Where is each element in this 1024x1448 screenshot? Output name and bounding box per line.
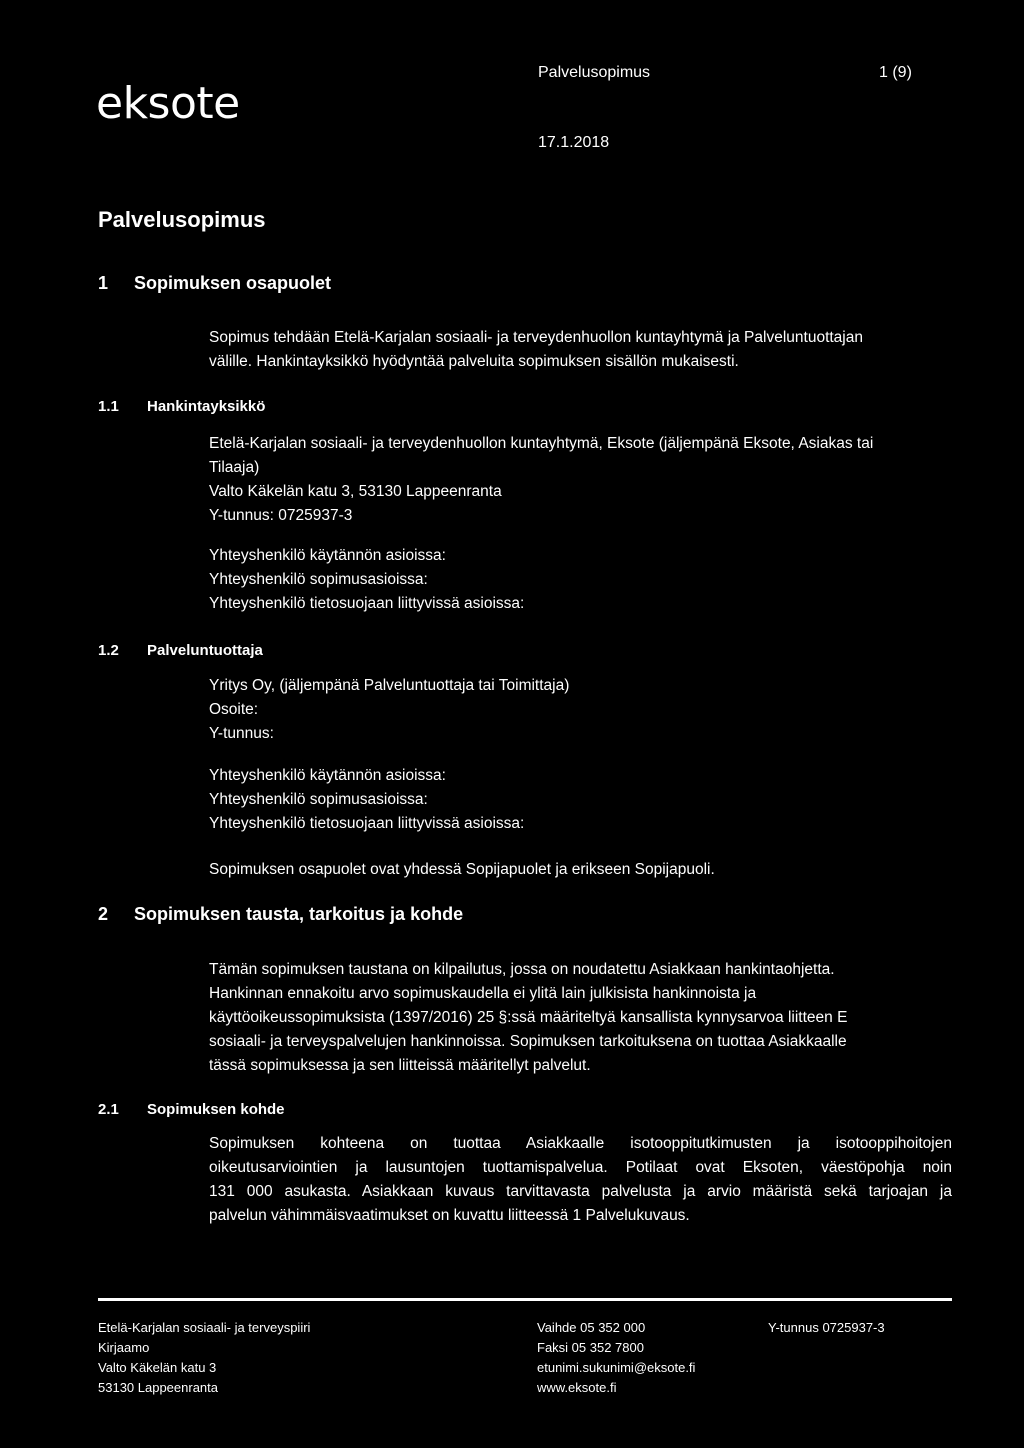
contact-line: Yhteyshenkilö käytännön asioissa:: [209, 767, 446, 784]
footer-email[interactable]: etunimi.sukunimi@eksote.fi: [537, 1360, 696, 1375]
section-number: 2: [98, 904, 109, 924]
contact-line: Yhteyshenkilö sopimusasioissa:: [209, 571, 428, 588]
footer-line: Etelä-Karjalan sosiaali- ja terveyspiiri: [98, 1320, 311, 1335]
section1-intro: [209, 326, 863, 374]
parties-closing: [209, 858, 715, 882]
footer-business-id: [768, 1318, 885, 1338]
section-heading: Sopimuksen tausta, tarkoitus ja kohde: [134, 904, 464, 924]
contact-line: Yhteyshenkilö sopimusasioissa:: [209, 791, 428, 808]
footer-contact: [537, 1318, 695, 1398]
subject-paragraph: [209, 1132, 952, 1228]
paragraph-line: käyttöoikeussopimuksista (1397/2016) 25 §:ssä määriteltyä kansallista kynnysarvoa liitteen E: [209, 1009, 848, 1026]
footer-line: Y-tunnus 0725937-3: [768, 1320, 885, 1335]
paragraph-line: oikeutusarviointien ja lausuntojen tuottamispalvelua. Potilaat ovat Eksoten, väestöpohja noin: [209, 1159, 952, 1176]
paragraph-line: välille. Hankintayksikkö hyödyntää palveluita sopimuksen sisällön mukaisesti.: [209, 353, 739, 370]
footer-line: Faksi 05 352 7800: [537, 1340, 644, 1355]
page-number: 1 (9): [879, 64, 912, 81]
footer-line: Kirjaamo: [98, 1340, 150, 1355]
provider-details: [209, 674, 569, 746]
paragraph-line: Tämän sopimuksen taustana on kilpailutus, jossa on noudatettu Asiakkaan hankintaohjetta.: [209, 961, 835, 978]
paragraph-line: palvelun vähimmäisvaatimukset on kuvattu liitteessä 1 Palvelukuvaus.: [209, 1207, 690, 1224]
subsection-heading: Sopimuksen kohde: [147, 1101, 285, 1118]
paragraph-line: 131 000 asukasta. Asiakkaan kuvaus tarvittavasta palvelusta ja arvio määristä sekä tarjoajan ja: [209, 1183, 952, 1200]
detail-line: Y-tunnus:: [209, 725, 274, 742]
doc-type-label: Palvelusopimus: [538, 64, 651, 81]
footer-address: [98, 1318, 310, 1398]
paragraph-line: sosiaali- ja terveyspalvelujen hankinnoissa. Sopimuksen tarkoituksena on tuottaa Asiakkaalle: [209, 1033, 847, 1050]
detail-line: Etelä-Karjalan sosiaali- ja terveydenhuollon kuntayhtymä, Eksote (jäljempänä Eksote, Asiakas tai: [209, 435, 874, 452]
detail-line: Tilaaja): [209, 459, 260, 476]
paragraph-line: tässä sopimuksessa ja sen liitteissä määritellyt palvelut.: [209, 1057, 591, 1074]
section-number: 1: [98, 273, 109, 293]
procurement-unit-contacts: [209, 544, 524, 616]
subsection-number: 1.1: [98, 398, 119, 415]
detail-line: Y-tunnus: 0725937-3: [209, 507, 353, 524]
footer-line: Vaihde 05 352 000: [537, 1320, 646, 1335]
paragraph-line: Sopimuksen osapuolet ovat yhdessä Sopijapuolet ja erikseen Sopijapuoli.: [209, 861, 715, 878]
paragraph-line: Hankinnan ennakoitu arvo sopimuskaudella ei ylitä lain julkisista hankinnoista ja: [209, 985, 757, 1002]
subsection-heading: Palveluntuottaja: [147, 642, 263, 659]
section2-paragraph: [209, 958, 847, 1078]
footer-website[interactable]: www.eksote.fi: [537, 1380, 617, 1395]
paragraph-line: Sopimus tehdään Etelä-Karjalan sosiaali- ja terveydenhuollon kuntayhtymä ja Palveluntuottajan: [209, 329, 863, 346]
subsection-heading: Hankintayksikkö: [147, 398, 266, 415]
contact-line: Yhteyshenkilö käytännön asioissa:: [209, 547, 446, 564]
subsection-number: 1.2: [98, 642, 119, 659]
footer-divider: [98, 1298, 952, 1301]
contact-line: Yhteyshenkilö tietosuojaan liittyvissä asioissa:: [209, 815, 525, 832]
subsection-number: 2.1: [98, 1101, 119, 1118]
footer-line: 53130 Lappeenranta: [98, 1380, 219, 1395]
detail-line: Yritys Oy, (jäljempänä Palveluntuottaja tai Toimittaja): [209, 677, 570, 694]
paragraph-line: Sopimuksen kohteena on tuottaa Asiakkaalle isotooppitutkimusten ja isotooppihoitojen: [209, 1135, 952, 1152]
contact-line: Yhteyshenkilö tietosuojaan liittyvissä asioissa:: [209, 595, 525, 612]
provider-contacts: [209, 764, 524, 836]
eksote-logo: eksote: [96, 78, 240, 129]
procurement-unit-details: [209, 432, 873, 528]
doc-date: 17.1.2018: [538, 134, 610, 151]
page-title: Palvelusopimus: [98, 207, 266, 232]
detail-line: Valto Käkelän katu 3, 53130 Lappeenranta: [209, 483, 502, 500]
detail-line: Osoite:: [209, 701, 259, 718]
footer-line: Valto Käkelän katu 3: [98, 1360, 217, 1375]
section-heading: Sopimuksen osapuolet: [134, 273, 332, 293]
